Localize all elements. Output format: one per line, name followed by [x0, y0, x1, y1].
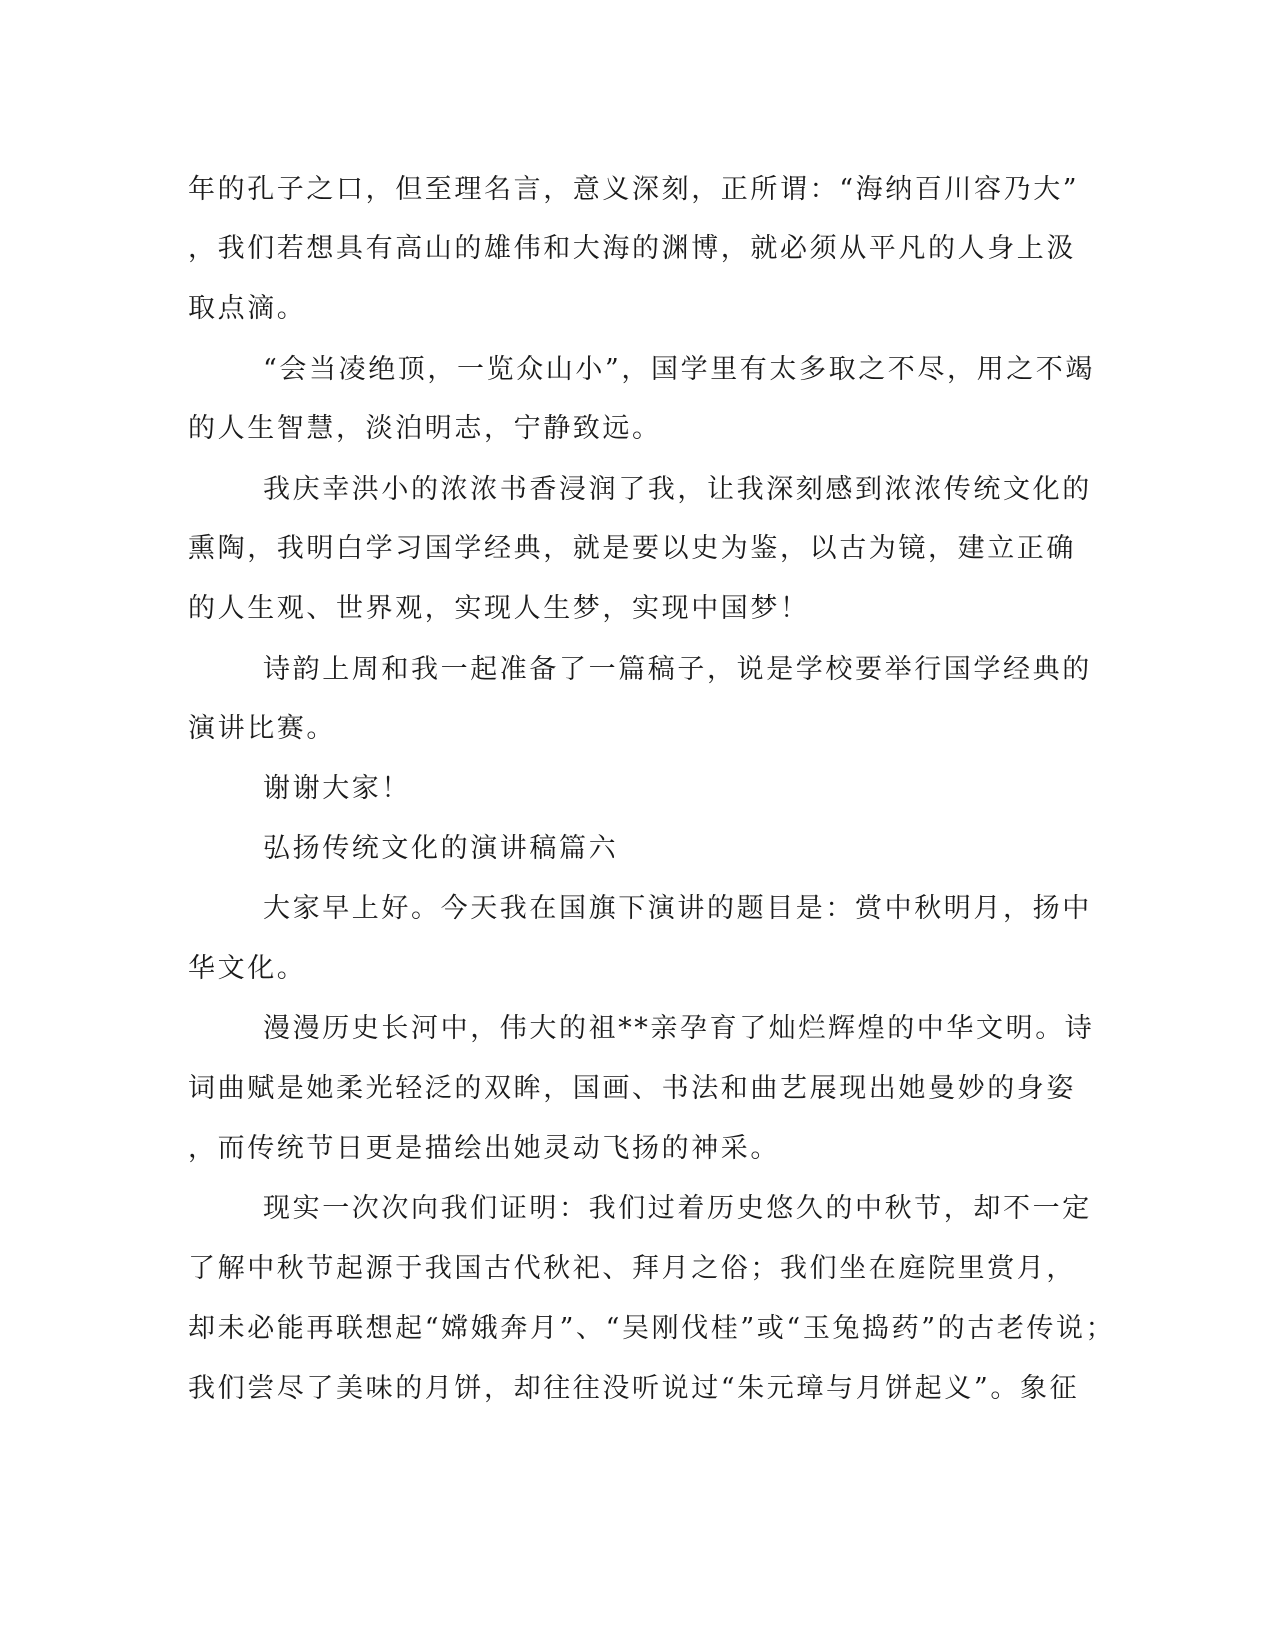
text-line: 的人生智慧，淡泊明志，宁静致远。 [188, 413, 662, 444]
text-line: 了解中秋节起源于我国古代秋祀、拜月之俗；我们坐在庭院里赏月， [188, 1253, 1076, 1284]
text-line: 我们尝尽了美味的月饼，却往往没听说过“朱元璋与月饼起义”。象征 [188, 1373, 1080, 1404]
text-line: 熏陶，我明白学习国学经典，就是要以史为鉴，以古为镜，建立正确 [188, 533, 1076, 564]
text-line: 华文化。 [188, 953, 307, 984]
paragraph-start-line: 我庆幸洪小的浓浓书香浸润了我，让我深刻感到浓浓传统文化的 [263, 474, 1092, 505]
text-line: 词曲赋是她柔光轻泛的双眸，国画、书法和曲艺展现出她曼妙的身姿 [188, 1073, 1076, 1104]
closing-line: 谢谢大家！ [263, 773, 411, 804]
text-line: ，而传统节日更是描绘出她灵动飞扬的神采。 [188, 1133, 780, 1164]
paragraph-start-line: 漫漫历史长河中，伟大的祖**亲孕育了灿烂辉煌的中华文明。诗 [263, 1013, 1095, 1044]
text-line: 的人生观、世界观，实现人生梦，实现中国梦！ [188, 593, 810, 624]
paragraph-start-line: 大家早上好。今天我在国旗下演讲的题目是：赏中秋明月，扬中 [263, 893, 1092, 924]
paragraph-start-line: 现实一次次向我们证明：我们过着历史悠久的中秋节，却不一定 [263, 1193, 1092, 1224]
paragraph-start-line: “会当凌绝顶，一览众山小”，国学里有太多取之不尽，用之不竭 [263, 354, 1096, 385]
text-line: ，我们若想具有高山的雄伟和大海的渊博，就必须从平凡的人身上汲 [188, 233, 1076, 264]
paragraph-start-line: 诗韵上周和我一起准备了一篇稿子，说是学校要举行国学经典的 [263, 654, 1092, 685]
text-line: 年的孔子之口，但至理名言，意义深刻，正所谓：“海纳百川容乃大” [188, 174, 1080, 205]
section-heading: 弘扬传统文化的演讲稿篇六 [263, 833, 619, 864]
text-line: 演讲比赛。 [188, 713, 336, 744]
text-line: 却未必能再联想起“嫦娥奔月”、“吴刚伐桂”或“玉兔捣药”的古老传说； [188, 1313, 1116, 1344]
text-line: 取点滴。 [188, 293, 307, 324]
